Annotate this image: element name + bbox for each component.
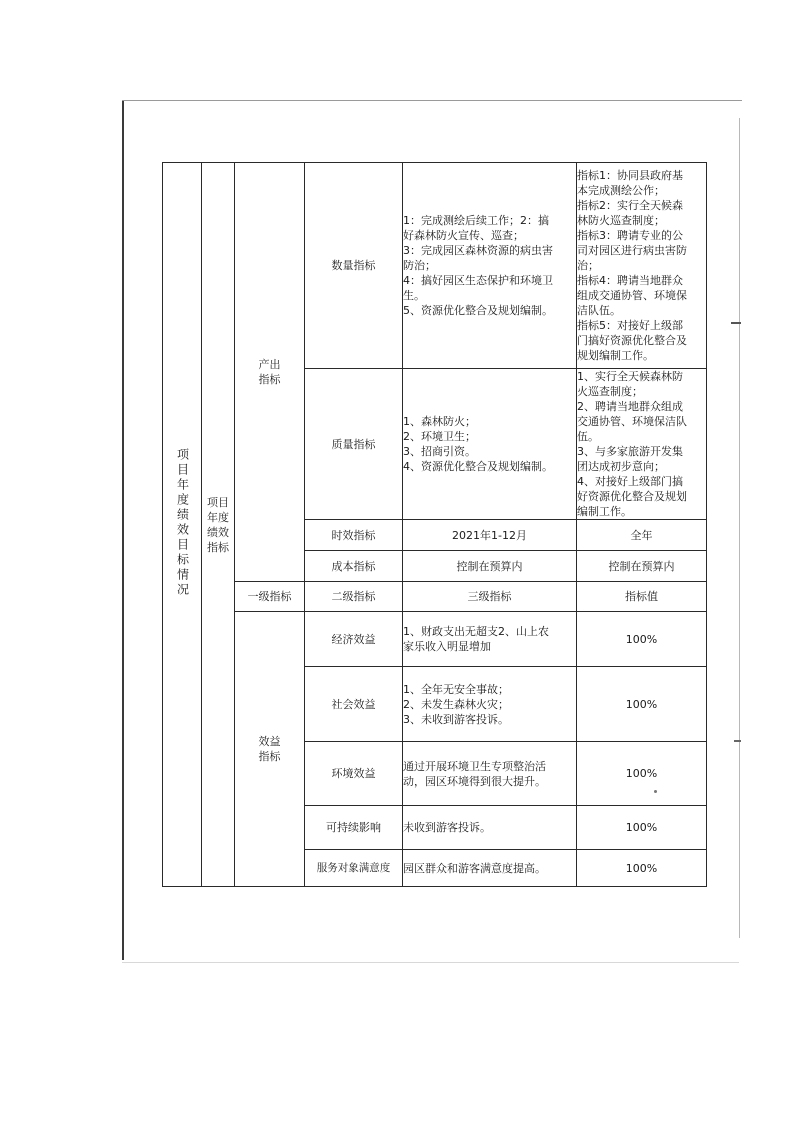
indicator-value: 100% [577, 612, 707, 667]
indicator-content: 1、全年无安全事故； 2、未发生森林火灾； 3、未收到游客投诉。 [403, 667, 577, 742]
indicator-name: 经济效益 [305, 612, 403, 667]
section-header: 项目年度绩效目标情况 [175, 447, 190, 598]
indicator-name: 数量指标 [305, 163, 403, 369]
output-indicator-cell [235, 163, 305, 582]
output-indicator-label: 产出 指标 [258, 358, 281, 386]
indicator-name: 时效指标 [305, 520, 403, 551]
indicator-value: 控制在预算内 [577, 551, 707, 582]
indicator-value: 100% [577, 850, 707, 887]
table-row [163, 163, 707, 369]
indicator-name: 环境效益 [305, 742, 403, 806]
indicator-content: 2021年1-12月 [403, 520, 577, 551]
table-header-row [163, 582, 707, 612]
header-value: 指标值 [577, 582, 707, 612]
indicator-value: 全年 [577, 520, 707, 551]
indicator-name: 可持续影响 [305, 806, 403, 850]
benefit-indicator-label: 效益 指标 [258, 735, 281, 763]
indicator-content: 园区群众和游客满意度提高。 [403, 850, 577, 887]
table-row [163, 612, 707, 667]
scan-edge-top [122, 100, 742, 101]
indicator-content: 1：完成测绘后续工作；2：搞 好森林防火宣传、巡查； 3：完成园区森林资源的病虫害 防治； 4：搞好园区生态保护和环境卫 生。 5、资源优化整合及规划编制。 [403, 163, 577, 369]
performance-table [162, 162, 707, 887]
scan-edge-left [122, 100, 124, 960]
indicator-value: 指标1：协同县政府基 本完成测绘公作； 指标2：实行全天候森 林防火巡查制度； 指标3：聘请专业的公 司对园区进行病虫害防 治； 指标4：聘请当地群众 组成交通协管、环境保 洁队伍。 指标5：对接好上级部 门搞好资源优化整合及 规划编制工作。 [577, 163, 707, 369]
indicator-name: 成本指标 [305, 551, 403, 582]
benefit-indicator-cell [235, 612, 305, 887]
indicator-value: 100% [577, 667, 707, 742]
indicator-name: 质量指标 [305, 369, 403, 520]
indicator-name: 社会效益 [305, 667, 403, 742]
header-level1: 一级指标 [235, 582, 305, 612]
header-level3: 三级指标 [403, 582, 577, 612]
scan-mark [731, 322, 741, 324]
indicator-value: 100% [577, 742, 707, 806]
indicator-content: 1、财政支出无超支2、山上农 家乐收入明显增加 [403, 612, 577, 667]
subsection-header: 项目 年度 绩效 指标 [207, 495, 229, 554]
indicator-value: 1、实行全天候森林防 火巡查制度； 2、聘请当地群众组成 交通协管、环境保洁队 伍。 3、与多家旅游开发集 团达成初步意向； 4、对接好上级部门搞 好资源优化整合及规划 编制工作。 [577, 369, 707, 520]
indicator-value: 100% [577, 806, 707, 850]
subsection-header-cell [202, 163, 235, 887]
indicator-name: 服务对象满意度 [305, 850, 403, 887]
header-level2: 二级指标 [305, 582, 403, 612]
scan-edge-right [739, 118, 740, 938]
scan-edge-bottom [122, 962, 739, 963]
section-header-cell [163, 163, 202, 887]
indicator-content: 1、森林防火； 2、环境卫生； 3、招商引资。 4、资源优化整合及规划编制。 [403, 369, 577, 520]
indicator-content: 控制在预算内 [403, 551, 577, 582]
scan-mark [734, 740, 741, 742]
indicator-content: 未收到游客投诉。 [403, 806, 577, 850]
indicator-content: 通过开展环境卫生专项整治活 动，园区环境得到很大提升。 [403, 742, 577, 806]
